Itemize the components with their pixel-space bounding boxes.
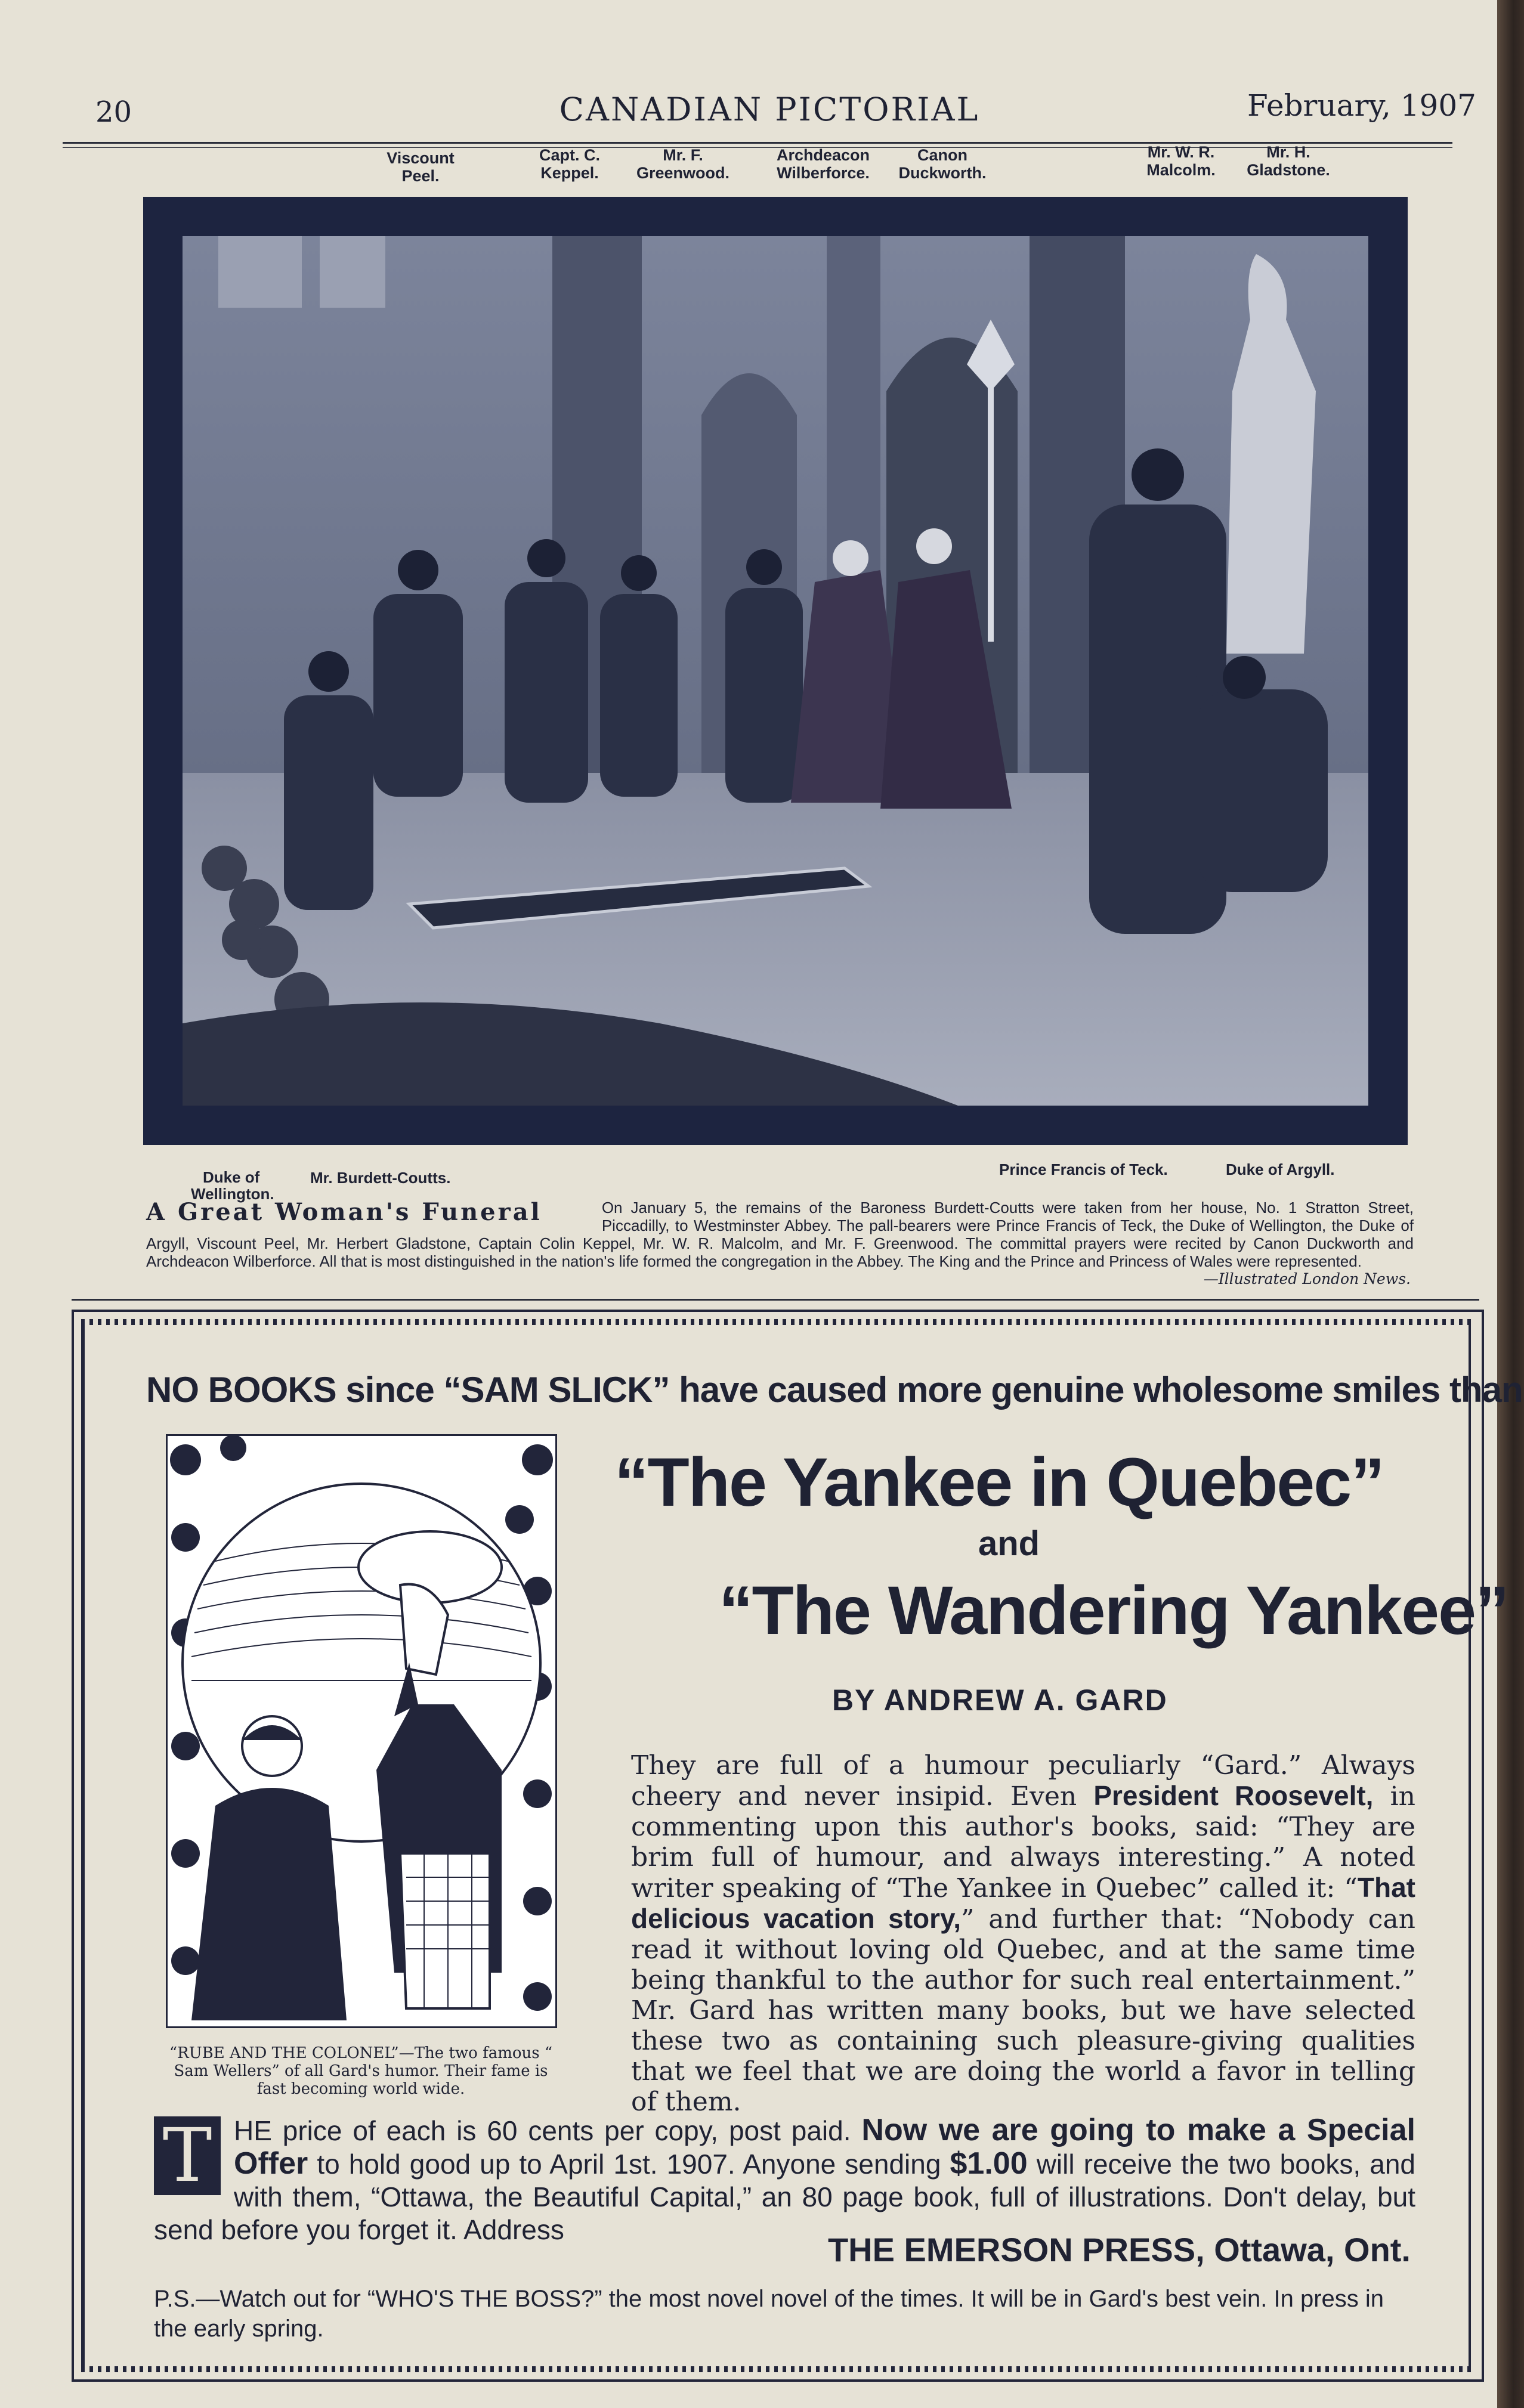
caption-text: On January 5, the remains of the Baroness Burdett-Coutts were taken from her house, No. 1 Stratton Street, Piccadilly, to Westminster Abbey. The pall-bearers were Prince Francis of Teck, the Duke of Wellington, the Duke of Argyll, Viscount Peel, Mr. Herbert Gladstone, Captain Colin Keppel, Mr. W. R. Malcolm, and Mr. F. Greenwood. The committal prayers were recited by Canon Duckworth and Archdeacon Wilberforce. All that is most distinguished in the nation's life formed the congregation in the Abbey. The King and the Prince and Princess of Wales were represented.	[146, 1199, 1414, 1270]
label-prince-francis-of-teck: Prince Francis of Teck.	[999, 1160, 1168, 1178]
label-mr-malcolm: Mr. W. R. Malcolm.	[1146, 143, 1216, 179]
special-offer: T HE price of each is 60 cents per copy, post paid. Now we are going to make a Special Offer to hold good up to April 1st. 1907. Anyone sending $1.00 will receive the two books, and with them, “Ottawa, the Beautiful Capital,” an 80 page book, full of illustrations. Don't delay, but send before you forget it. Address	[154, 2113, 1415, 2245]
cartoon-drawing	[168, 1436, 555, 2026]
label-viscount-peel: Viscount Peel.	[387, 149, 455, 185]
page-number: 20	[95, 95, 132, 129]
label-archdeacon-wilberforce: Archdeacon Wilberforce.	[776, 146, 870, 182]
ad-top-line: NO BOOKS since “SAM SLICK” have caused more genuine wholesome smiles than	[146, 1370, 1523, 1410]
section-rule	[72, 1299, 1479, 1301]
book-spine	[1497, 0, 1524, 2408]
label-capt-keppel: Capt. C. Keppel.	[539, 146, 600, 182]
article-caption	[146, 1199, 1414, 1270]
label-duke-of-argyll: Duke of Argyll.	[1226, 1160, 1335, 1178]
author-byline: BY ANDREW A. GARD	[832, 1683, 1168, 1717]
book-title-wandering-yankee: “The Wandering Yankee”	[719, 1573, 1508, 1649]
label-mr-burdett-coutts: Mr. Burdett-Coutts.	[310, 1169, 451, 1187]
label-mr-gladstone: Mr. H. Gladstone.	[1247, 143, 1330, 179]
image-credit: —Illustrated London News.	[1203, 1270, 1411, 1287]
and-connector: and	[978, 1524, 1040, 1563]
cartoon-caption: “RUBE AND THE COLONEL”—The two famous “ Sam Wellers” of all Gard's humor. Their fame is fast becoming world wide.	[169, 2044, 553, 2098]
label-duke-of-wellington: Duke of Wellington.	[191, 1168, 274, 1203]
publisher-address: THE EMERSON PRESS, Ottawa, Ont.	[827, 2231, 1411, 2268]
publication-title: CANADIAN PICTORIAL	[559, 91, 980, 128]
issue-date: February, 1907	[1247, 88, 1476, 123]
drop-cap: T	[154, 2116, 221, 2195]
ad-blurb: They are full of a humour peculiarly “Gard.” Always cheery and never insipid. Even President Roosevelt, in commenting upon this author's books, said: “They are brim full of humour, and always interesting.” A noted writer speaking of “The Yankee in Quebec” called it: “That delicious vacation story,” and further that: “Nobody can read it without loving old Quebec, and at the same time being thankful to the author for such real entertainment.” Mr. Gard has written many books, but we have selected these two as containing such pleasure-giving qualities that we feel that we are doing the world a favor in telling of them.	[631, 1750, 1416, 2117]
funeral-illustration	[143, 197, 1408, 1145]
label-mr-greenwood: Mr. F. Greenwood.	[636, 146, 729, 182]
abbey-scene	[183, 236, 1368, 1106]
cartoon-illustration	[166, 1434, 557, 2028]
book-title-yankee-in-quebec: “The Yankee in Quebec”	[614, 1444, 1384, 1521]
postscript: P.S.—Watch out for “WHO'S THE BOSS?” the most novel novel of the times. It will be in Gard's best vein. In press in the early spring.	[154, 2286, 1384, 2342]
label-canon-duckworth: Canon Duckworth.	[898, 146, 987, 182]
article-headline: A Great Woman's Funeral	[146, 1198, 542, 1226]
